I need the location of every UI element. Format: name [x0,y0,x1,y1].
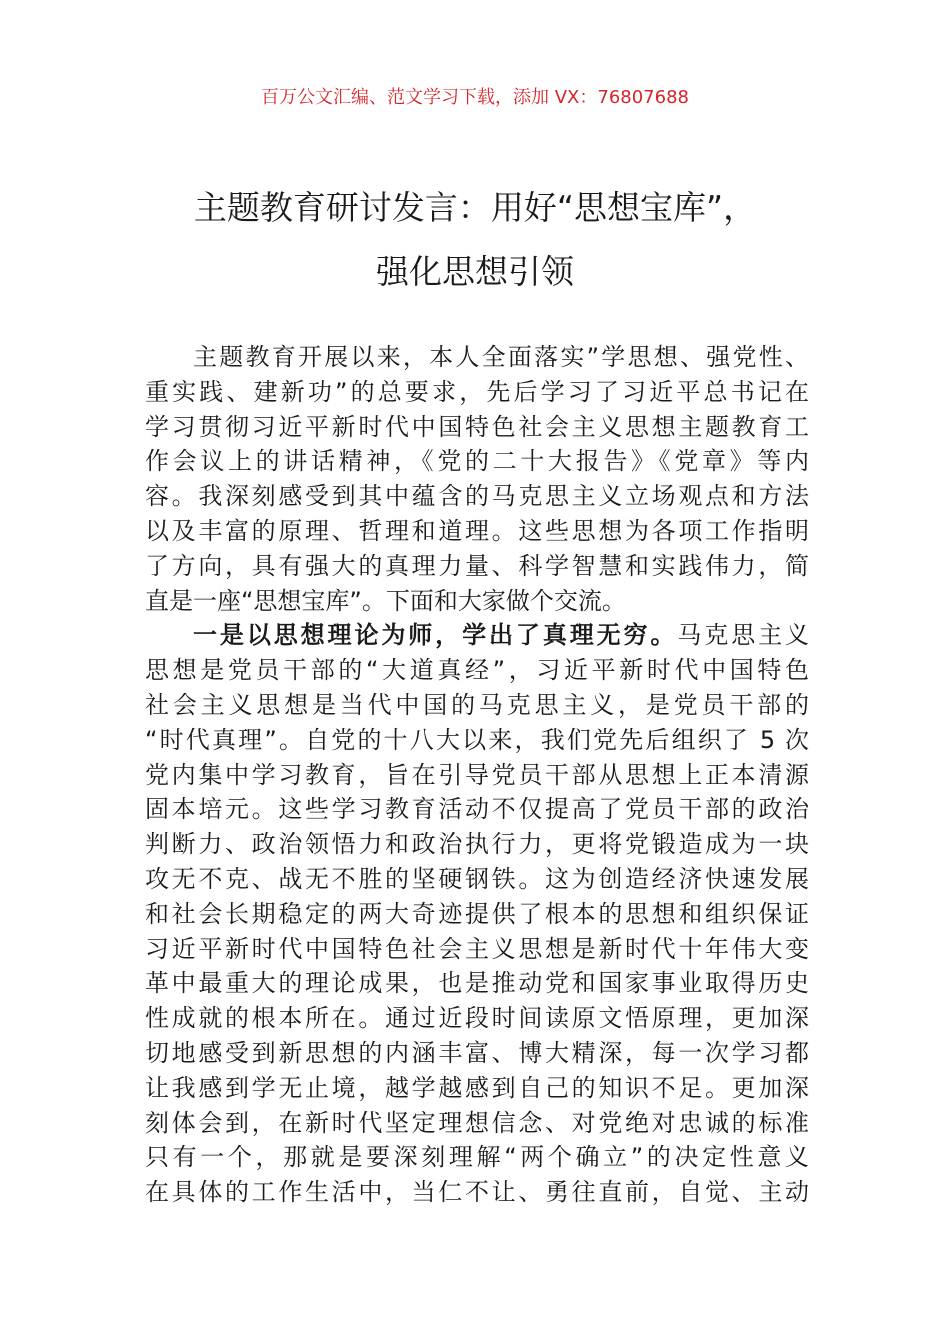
paragraph-1-line: 了方向，具有强大的真理力量、科学智慧和实践伟力，简 [145,551,809,580]
paragraph-1-line: 以及丰富的原理、哲理和道理。这些思想为各项工作指明 [145,516,809,545]
title-line-1: 主题教育研讨发言：用好“思想宝库”， [193,188,757,227]
paragraph-2-line: 刻体会到，在新时代坚定理想信念、对党绝对忠诚的标准 [145,1108,809,1137]
paragraph-2-line: 在具体的工作生活中，当仁不让、勇往直前，自觉、主动 [145,1178,809,1207]
paragraph-1-line: 重实践、建新功”的总要求，先后学习了习近平总书记在 [145,377,809,406]
paragraph-1-line: 主题教育开展以来，本人全面落实”学思想、强党性、 [193,343,809,371]
paragraph-2-line: 性成就的根本所在。通过近段时间读原文悟原理，更加深 [145,1004,809,1033]
paragraph-2-line: 思想是党员干部的“大道真经”，习近平新时代中国特色 [145,656,809,685]
paragraph-2-line: 社会主义思想是当代中国的马克思主义，是党员干部的 [145,690,809,719]
paragraph-1-line: 直是一座“思想宝库”。下面和大家做个交流。 [145,586,626,615]
paragraph-2-lead-rest: 马克思主义 [677,621,810,650]
paragraph-2-first-line [145,618,809,653]
document-body [145,340,809,1210]
title-line-2: 强化思想引领 [376,252,574,291]
paragraph-2-line: 革中最重大的理论成果，也是推动党和国家事业取得历史 [145,969,809,998]
paragraph-1-line: 作会议上的讲话精神，《党的二十大报告》《党章》等内 [145,447,809,476]
paragraph-2-line: 切地感受到新思想的内涵丰富、博大精深，每一次学习都 [145,1038,809,1067]
paragraph-1-line: 学习贯彻习近平新时代中国特色社会主义思想主题教育工 [145,412,809,441]
header-watermark-note: 百万公文汇编、范文学习下载，添加 VX：76807688 [261,87,689,108]
paragraph-2-line: 习近平新时代中国特色社会主义思想是新时代十年伟大变 [145,934,809,963]
paragraph-2-line: 只有一个，那就是要深刻理解“两个确立”的决定性意义 [145,1143,809,1172]
paragraph-2-line: 固本培元。这些学习教育活动不仅提高了党员干部的政治 [145,795,809,824]
paragraph-2-bold-lead: 一是以思想理论为师，学出了真理无穷。 [193,621,678,650]
paragraph-2-line: 攻无不克、战无不胜的坚硬钢铁。这为创造经济快速发展 [145,864,809,893]
paragraph-2-line: 党内集中学习教育，旨在引导党员干部从思想上正本清源 [145,760,809,789]
paragraph-2-line: 判断力、政治领悟力和政治执行力，更将党锻造成为一块 [145,830,809,859]
paragraph-2-line: “时代真理”。自党的十八大以来，我们党先后组织了 5 次 [145,725,809,754]
document-title [110,176,840,304]
paragraph-2-line: 让我感到学无止境，越学越感到自己的知识不足。更加深 [145,1073,809,1102]
paragraph-2-line: 和社会长期稳定的两大奇迹提供了根本的思想和组织保证 [145,899,809,928]
paragraph-1-line: 容。我深刻感受到其中蕴含的马克思主义立场观点和方法 [145,482,809,511]
